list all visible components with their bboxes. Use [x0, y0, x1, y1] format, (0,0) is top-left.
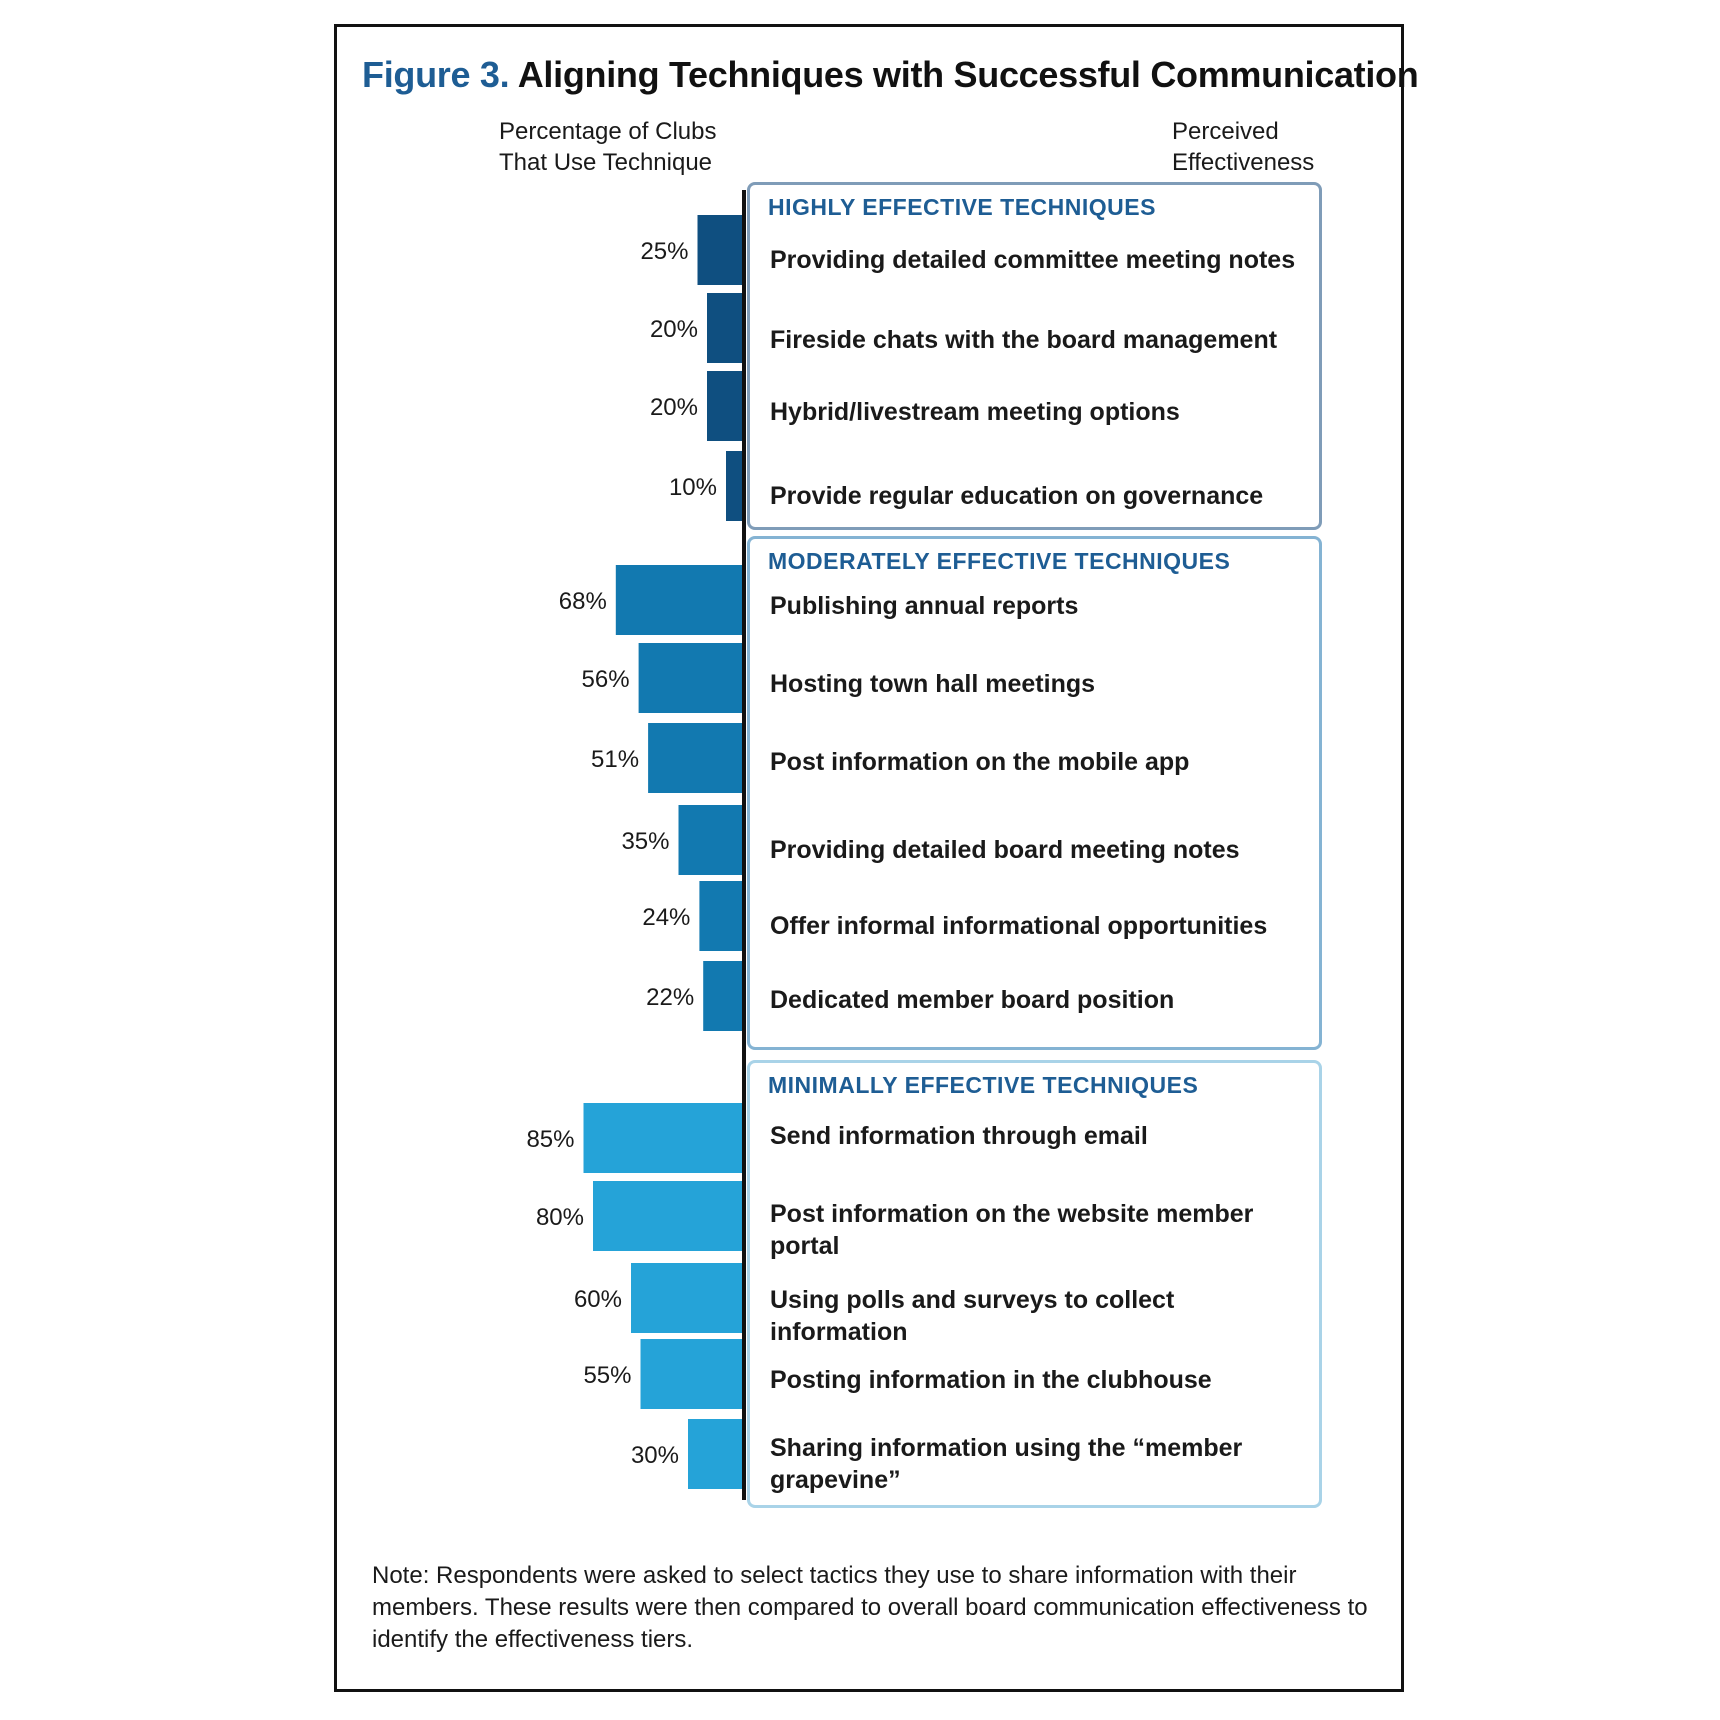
bar [615, 564, 744, 636]
bar [706, 292, 744, 364]
tier-box-1 [747, 182, 1322, 530]
bar-value-label: 68% [558, 588, 607, 615]
bar-value-label: 55% [583, 1362, 632, 1389]
technique-label: Providing detailed board meeting notes [770, 836, 1240, 864]
bar [678, 804, 745, 876]
technique-label: Post information on the mobile app [770, 748, 1190, 776]
technique-label: Send information through email [770, 1122, 1148, 1150]
bar-value-label: 80% [535, 1204, 584, 1231]
bar [647, 722, 744, 794]
right-axis-header-line-1: Perceived [1172, 118, 1279, 145]
bar [638, 642, 744, 714]
bar-value-label: 24% [642, 904, 691, 931]
tier-heading: MODERATELY EFFECTIVE TECHNIQUES [768, 548, 1231, 574]
bar-value-label: 20% [649, 316, 698, 343]
bar [702, 960, 744, 1032]
bar-value-label: 30% [630, 1442, 679, 1469]
right-axis-header-line-2: Effectiveness [1172, 149, 1315, 176]
technique-label: Fireside chats with the board management [770, 326, 1278, 354]
technique-label: Sharing information using the “member grapevine” [770, 1434, 1243, 1494]
bar-value-label: 60% [573, 1286, 622, 1313]
bar [725, 450, 744, 522]
technique-label: Hosting town hall meetings [770, 670, 1096, 698]
bar-value-label: 35% [621, 828, 670, 855]
bar-value-label: 10% [668, 474, 717, 501]
figure-note: Note: Respondents were asked to select tactics they use to share information with their members. These results were then compared to overall board communication effectiveness to identify the effectiveness tiers. [372, 1562, 1368, 1653]
bar [640, 1338, 745, 1410]
bar [697, 214, 745, 286]
bar-value-label: 56% [581, 666, 630, 693]
technique-label: Publishing annual reports [770, 592, 1079, 620]
figure-title-text: Aligning Techniques with Successful Communication [517, 54, 1419, 95]
technique-label: Provide regular education on governance [770, 482, 1264, 510]
bar [583, 1102, 745, 1174]
bar-value-label: 22% [646, 984, 695, 1011]
left-axis-header-line-1: Percentage of Clubs [499, 118, 717, 145]
technique-label: Providing detailed committee meeting notes [770, 246, 1296, 274]
bar [687, 1418, 744, 1490]
tier-heading: HIGHLY EFFECTIVE TECHNIQUES [768, 194, 1156, 220]
bar-value-label: 20% [649, 394, 698, 421]
technique-label: Using polls and surveys to collect information [770, 1286, 1175, 1346]
technique-label: Posting information in the clubhouse [770, 1366, 1212, 1394]
bar-value-label: 85% [526, 1126, 575, 1153]
bar [698, 880, 744, 952]
technique-label: Offer informal informational opportunities [770, 912, 1268, 940]
tier-heading: MINIMALLY EFFECTIVE TECHNIQUES [768, 1072, 1199, 1098]
bar-value-label: 51% [591, 746, 640, 773]
bar-value-label: 25% [640, 238, 689, 265]
bar [592, 1180, 744, 1252]
technique-label: Hybrid/livestream meeting options [770, 398, 1180, 426]
technique-label: Post information on the website member portal [770, 1200, 1254, 1260]
left-axis-header-line-2: That Use Technique [499, 149, 713, 176]
figure-label: Figure 3. [362, 54, 510, 95]
bar [630, 1262, 744, 1334]
bar [706, 370, 744, 442]
technique-label: Dedicated member board position [770, 986, 1175, 1014]
